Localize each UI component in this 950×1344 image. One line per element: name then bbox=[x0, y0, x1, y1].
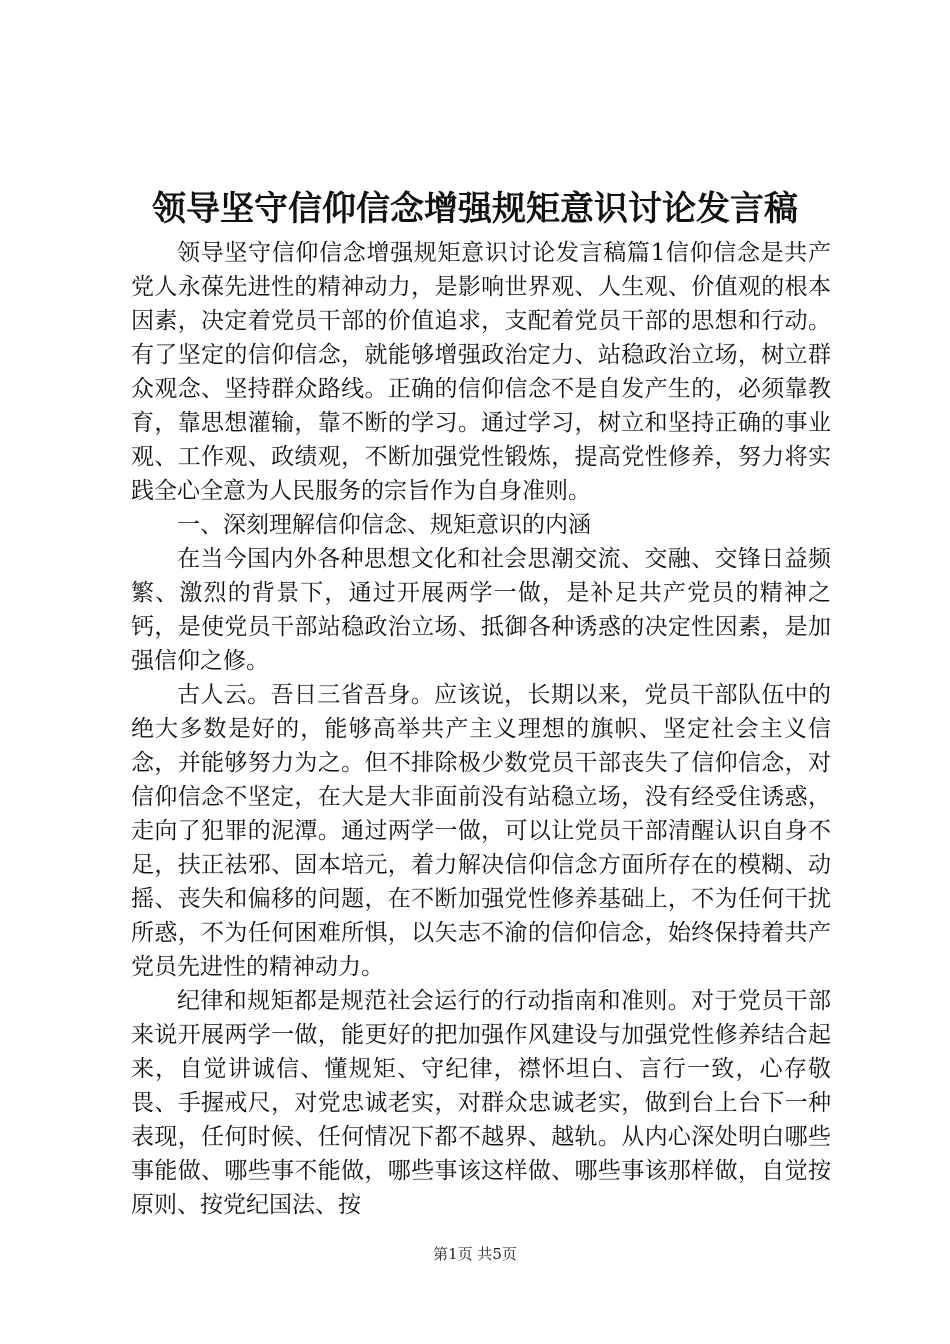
paragraph-ancients: 古人云。吾日三省吾身。应该说，长期以来，党员干部队伍中的绝大多数是好的，能够高举共产主义理想的旗帜、坚定社会主义信念，并能够努力为之。但不排除极少数党员干部丧失了信仰信念，对信仰信念不坚定，在大是大非面前没有站稳立场，没有经受住诱惑，走向了犯罪的泥潭。通过两学一做，可以让党员干部清醒认识自身不足，扶正祛邪、固本培元，着力解决信仰信念方面所存在的模糊、动摇、丧失和偏移的问题，在不断加强党性修养基础上，不为任何干扰所惑，不为任何困难所惧，以矢志不渝的信仰信念，始终保持着共产党员先进性的精神动力。 bbox=[131, 682, 831, 980]
paragraph-discipline: 纪律和规矩都是规范社会运行的行动指南和准则。对于党员干部来说开展两学一做，能更好的把加强作风建设与加强党性修养结合起来，自觉讲诚信、懂规矩、守纪律，襟怀坦白、言行一致，心存敬畏、手握戒尺，对党忠诚老实，对群众忠诚老实，做到台上台下一种表现，任何时候、任何情况下都不越界、越轨。从内心深处明白哪些事能做、哪些事不能做，哪些事该这样做、哪些事该那样做，自觉按原则、按党纪国法、按 bbox=[131, 988, 831, 1218]
paragraph-intro: 领导坚守信仰信念增强规矩意识讨论发言稿篇1信仰信念是共产党人永葆先进性的精神动力，是影响世界观、人生观、价值观的根本因素，决定着党员干部的价值追求，支配着党员干部的思想和行动。有了坚定的信仰信念，就能够增强政治定力、站稳政治立场，树立群众观念、坚持群众路线。正确的信仰信念不是自发产生的，必须靠教育，靠思想灌输，靠不断的学习。通过学习，树立和坚持正确的事业观、工作观、政绩观，不断加强党性锻炼，提高党性修养，努力将实践全心全意为人民服务的宗旨作为自身准则。 bbox=[131, 240, 831, 504]
page-number-footer: 第1页 共5页 bbox=[433, 1245, 517, 1263]
section-heading: 一、深刻理解信仰信念、规矩意识的内涵 bbox=[177, 512, 591, 538]
paragraph-background: 在当今国内外各种思想文化和社会思潮交流、交融、交锋日益频繁、激烈的背景下，通过开展两学一做，是补足共产党员的精神之钙，是使党员干部站稳政治立场、抵御各种诱惑的决定性因素，是加强信仰之修。 bbox=[131, 546, 831, 674]
document-title: 领导坚守信仰信念增强规矩意识讨论发言稿 bbox=[152, 189, 798, 229]
document-body bbox=[131, 236, 831, 1222]
